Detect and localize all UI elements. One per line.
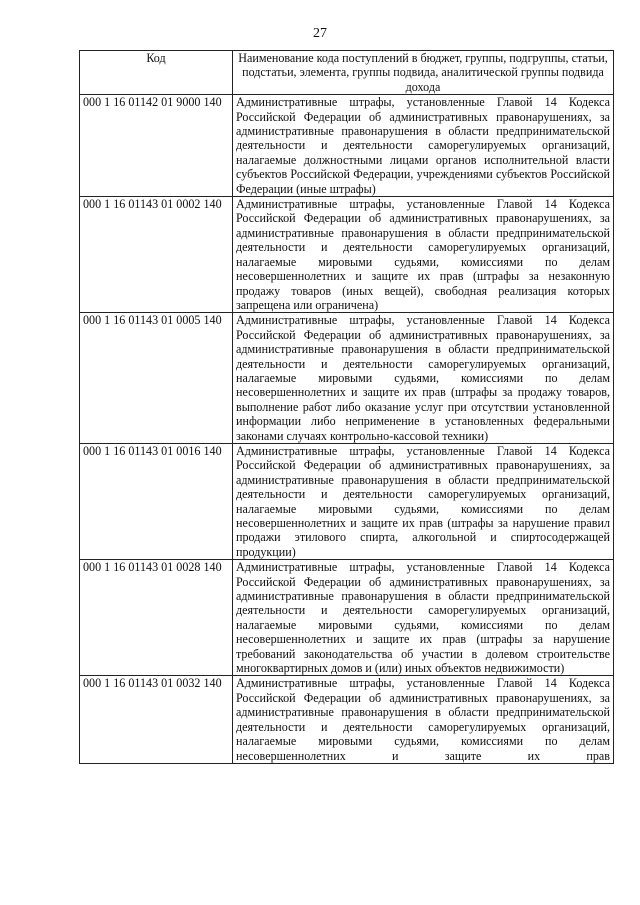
row-name: Административные штрафы, установленные Главой 14 Кодекса Российской Федерации об административных правонарушениях, за административные правонарушения в области предпринимательской деятельности и деятельности саморегулируемых организаций, налагаемые мировыми судьями, комиссиями по делам несовершеннолетних и защите их прав (штрафы за незаконную продажу товаров (иных вещей), свободная реализация которых запрещена или ограничена) — [233, 197, 614, 313]
table-row — [80, 313, 614, 444]
table-row — [80, 95, 614, 197]
row-name: Административные штрафы, установленные Главой 14 Кодекса Российской Федерации об административных правонарушениях, за административные правонарушения в области предпринимательской деятельности и деятельности саморегулируемых организаций, налагаемые мировыми судьями, комиссиями по делам несовершеннолетних и защите их прав — [233, 676, 614, 763]
table-row — [80, 443, 614, 559]
table-row — [80, 676, 614, 763]
row-code: 000 1 16 01142 01 9000 140 — [80, 95, 233, 197]
table-header-row — [80, 51, 614, 95]
row-name: Административные штрафы, установленные Главой 14 Кодекса Российской Федерации об административных правонарушениях, за административные правонарушения в области предпринимательской деятельности и деятельности саморегулируемых организаций, налагаемые мировыми судьями, комиссиями по делам несовершеннолетних и защите их прав (штрафы за продажу товаров, выполнение работ либо оказание услуг при отсутствии установленной информации либо неприменение в установленных федеральными законами случаях контрольно-кассовой техники) — [233, 313, 614, 444]
table-row — [80, 560, 614, 676]
row-name: Административные штрафы, установленные Главой 14 Кодекса Российской Федерации об административных правонарушениях, за административные правонарушения в области предпринимательской деятельности и деятельности саморегулируемых организаций, налагаемые мировыми судьями, комиссиями по делам несовершеннолетних и защите их прав (штрафы за нарушение требований законодательства об участии в долевом строительстве многоквартирных домов и (или) иных объектов недвижимости) — [233, 560, 614, 676]
row-code: 000 1 16 01143 01 0028 140 — [80, 560, 233, 676]
row-code: 000 1 16 01143 01 0002 140 — [80, 197, 233, 313]
column-header-code: Код — [80, 51, 233, 95]
column-header-name: Наименование кода поступлений в бюджет, группы, подгруппы, статьи, подстатьи, элемента, группы подвида, аналитической группы подвида дохода — [233, 51, 614, 95]
row-name: Административные штрафы, установленные Главой 14 Кодекса Российской Федерации об административных правонарушениях, за административные правонарушения в области предпринимательской деятельности и деятельности саморегулируемых организаций, налагаемые мировыми судьями, комиссиями по делам несовершеннолетних и защите их прав (штрафы за нарушение правил продажи этилового спирта, алкогольной и спиртосодержащей продукции) — [233, 443, 614, 559]
revenue-codes-table — [79, 50, 614, 764]
row-code: 000 1 16 01143 01 0032 140 — [80, 676, 233, 763]
table-row — [80, 197, 614, 313]
row-code: 000 1 16 01143 01 0005 140 — [80, 313, 233, 444]
row-name: Административные штрафы, установленные Главой 14 Кодекса Российской Федерации об административных правонарушениях, за административные правонарушения в области предпринимательской деятельности и деятельности саморегулируемых организаций, налагаемые должностными лицами органов исполнительной власти субъектов Российской Федерации, учреждениями субъектов Российской Федерации (иные штрафы) — [233, 95, 614, 197]
page-number: 27 — [313, 26, 327, 41]
row-code: 000 1 16 01143 01 0016 140 — [80, 443, 233, 559]
